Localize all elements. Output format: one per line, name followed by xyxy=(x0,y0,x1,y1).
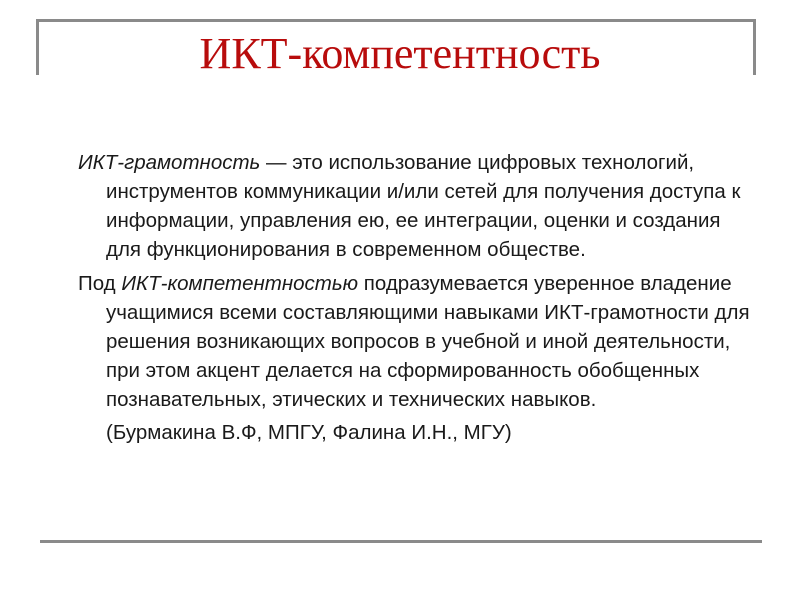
slide-title: ИКТ-компетентность xyxy=(199,29,601,78)
slide-body xyxy=(78,148,758,447)
term-ict-literacy: ИКТ-грамотность xyxy=(78,151,261,174)
competence-prefix: Под xyxy=(78,272,122,295)
frame-bottom-line xyxy=(40,540,762,543)
term-ict-competence: ИКТ-компетентностью xyxy=(121,272,359,295)
competence-paragraph xyxy=(78,269,758,414)
source-citation: (Бурмакина В.Ф, МПГУ, Фалина И.Н., МГУ) xyxy=(106,421,512,444)
definition-text: — это использование цифровых технологий, инструментов коммуникации и/или сетей для получения доступа к информации, управления ею, ее интеграции, оценки и создания для функционирования в современном обществе. xyxy=(106,151,741,261)
frame-top-line xyxy=(36,19,756,22)
definition-paragraph xyxy=(78,148,758,264)
competence-text: подразумевается уверенное владение учащимися всеми составляющими навыками ИКТ-грамотности для решения возникающих вопросов в учебной и иной деятельности, при этом акцент делается на сформированность обобщенных познавательных, этических и технических навыков. xyxy=(106,272,750,411)
